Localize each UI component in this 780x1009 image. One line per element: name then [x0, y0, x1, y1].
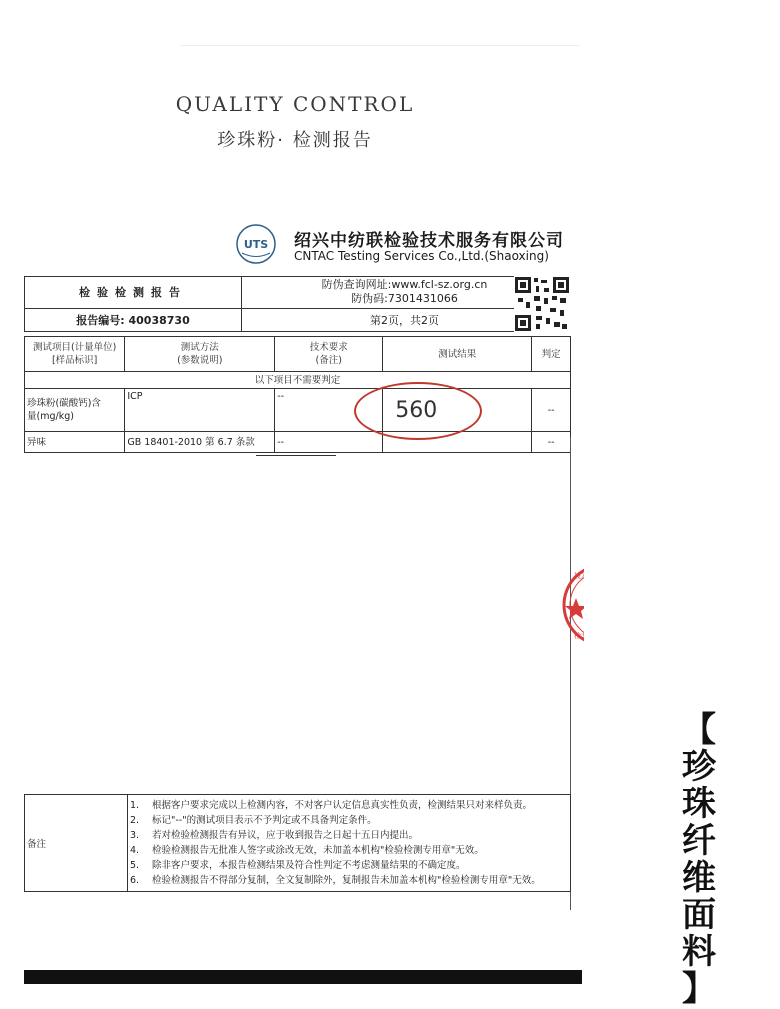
- table-row: [25, 389, 571, 432]
- svg-text:技术服: 技术服: [574, 572, 595, 580]
- result-highlight-circle: [354, 382, 482, 440]
- report-header-table: [24, 276, 568, 332]
- result-cell: 560: [383, 389, 532, 432]
- judgment-cell: --: [532, 389, 571, 432]
- report-title: 检验检测报告: [25, 277, 242, 309]
- report-number: 报告编号: 40038730: [25, 308, 242, 331]
- list-item: 6. 检验检测报告不得部分复制，全文复制除外，复制报告未加盖本机构"检验检测专用章"无效。: [130, 875, 541, 886]
- company-name-en: CNTAC Testing Services Co.,Ltd.(Shaoxing): [294, 249, 549, 263]
- results-header-row: [25, 337, 571, 372]
- svg-text:UTS: UTS: [243, 238, 269, 251]
- qr-code-icon: [514, 276, 570, 332]
- list-item: 3. 若对检验检测报告有异议，应于收到报告之日起十五日内提出。: [130, 830, 419, 841]
- side-vertical-label: 【 珍 珠 纤 维 面 料 】: [682, 710, 716, 1009]
- remarks-list: [128, 795, 571, 892]
- no-judgment-note-row: [25, 372, 571, 389]
- judgment-cell: --: [532, 432, 571, 453]
- official-seal-stamp: [544, 560, 595, 650]
- col-header-method: 测试方法 (参数说明): [125, 337, 275, 372]
- end-of-table-line: [256, 455, 336, 456]
- col-header-judgment: 判定: [532, 337, 571, 372]
- method-cell: GB 18401-2010 第 6.7 条款: [125, 432, 275, 453]
- list-item: 5. 除非客户要求，本报告检测结果及符合性判定不考虑测量结果的不确定度。: [130, 860, 466, 871]
- svg-text:检专用: 检专用: [574, 632, 595, 640]
- list-item: 1. 根据客户要求完成以上检测内容，不对客户认定信息真实性负责，检测结果只对来样负责。: [130, 800, 533, 811]
- table-row: [25, 432, 571, 453]
- requirement-cell: --: [275, 389, 383, 432]
- list-item: 4. 检验检测报告无批准人签字或涂改无效，未加盖本机构"检验检测专用章"无效。: [130, 845, 484, 856]
- col-header-requirement: 技术要求 (备注): [275, 337, 383, 372]
- test-report-document: [24, 210, 595, 910]
- list-item: 2. 标记"--"的测试项目表示不予判定或不具备判定条件。: [130, 815, 377, 826]
- company-name-cn: 绍兴中纺联检验技术服务有限公司: [294, 231, 564, 251]
- col-header-result: 测试结果: [383, 337, 532, 372]
- anti-fake-info: 防伪查询网址:www.fcl-sz.org.cn 防伪码:7301431066: [242, 277, 568, 309]
- page-count: 第2页，共2页: [242, 308, 568, 331]
- uts-logo-icon: [234, 222, 278, 266]
- quality-control-title: QUALITY CONTROL: [175, 92, 415, 116]
- report-subtitle: 珍珠粉· 检测报告: [217, 130, 373, 151]
- footer-bar: [24, 970, 582, 984]
- top-divider: [180, 45, 580, 46]
- item-cell: 珍珠粉(碳酸钙)含 量(mg/kg): [25, 389, 125, 432]
- results-table: [24, 336, 571, 453]
- col-header-item: 测试项目(计量单位) [样品标识]: [25, 337, 125, 372]
- item-cell: 异味: [25, 432, 125, 453]
- requirement-cell: --: [275, 432, 383, 453]
- no-judgment-note: 以下项目不需要判定: [25, 372, 571, 389]
- method-cell: ICP: [125, 389, 275, 432]
- remarks-label: 备注: [25, 795, 128, 892]
- remarks-table: [24, 794, 571, 892]
